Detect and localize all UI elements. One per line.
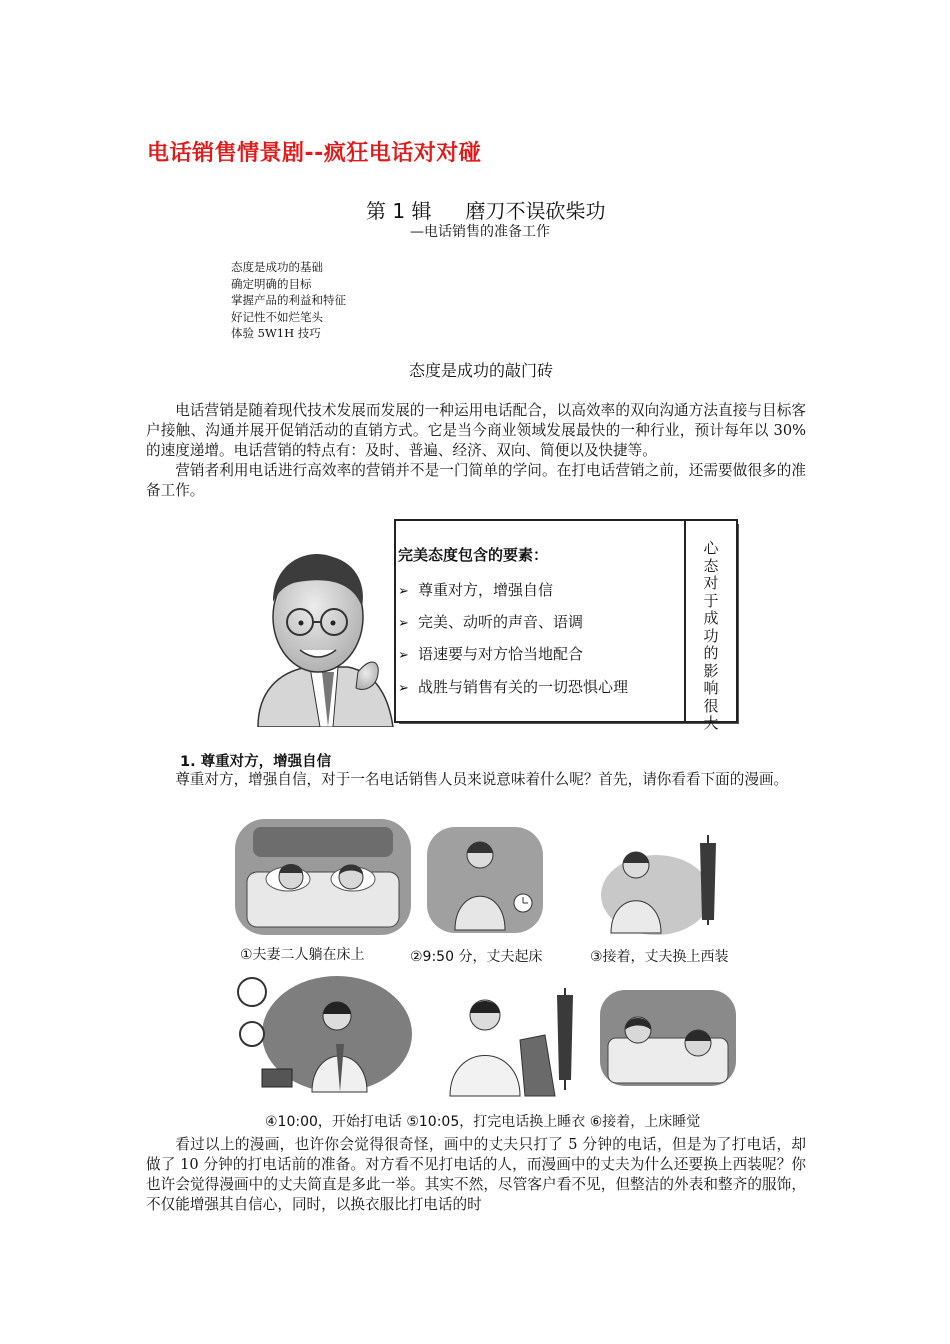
figure-item: ➢ 完美、动听的声音、语调 bbox=[398, 613, 584, 631]
figure-item: ➢ 战胜与销售有关的一切恐惧心理 bbox=[398, 678, 629, 696]
chapter-number: 第 1 辑 bbox=[366, 199, 432, 223]
chapter-outline bbox=[231, 259, 346, 342]
comic-discussion-text bbox=[146, 1135, 806, 1215]
comic-panel-5 bbox=[425, 980, 585, 1098]
chapter-heading bbox=[366, 195, 605, 224]
arrow-bullet-icon: ➢ bbox=[398, 584, 409, 599]
comic-panel-4 bbox=[232, 974, 412, 1094]
paragraph: 电话营销是随着现代技术发展而发展的一种运用电话配合，以高效率的双向沟通方法直接与目标客户接触、沟通并展开促销活动的直销方式。它是当今商业领域发展最快的一种行业，预计每年以 30%的速度递增。电话营销的特点有：及时、普遍、经济、双向、简便以及快捷等。 bbox=[146, 402, 806, 459]
comic-caption-2: ②9:50 分，丈夫起床 bbox=[410, 949, 543, 965]
comic-panel-2 bbox=[425, 825, 545, 935]
outline-item: 体验 5W1H 技巧 bbox=[231, 326, 321, 340]
arrow-bullet-icon: ➢ bbox=[398, 648, 409, 663]
comic-panel-1 bbox=[233, 817, 413, 937]
figure-item: ➢ 语速要与对方恰当地配合 bbox=[398, 645, 584, 663]
chapter-name: 磨刀不误砍柴功 bbox=[465, 199, 606, 223]
comic-caption-3: ③接着，丈夫换上西装 bbox=[590, 949, 729, 965]
salesman-illustration bbox=[238, 542, 398, 727]
outline-item: 态度是成功的基础 bbox=[231, 260, 323, 274]
outline-item: 好记性不如烂笔头 bbox=[231, 309, 323, 324]
document-title: 电话销售情景剧--疯狂电话对对碰 bbox=[147, 141, 482, 166]
outline-item: 掌握产品的利益和特征 bbox=[231, 293, 346, 307]
figure-side-text: 心态对于成功的影响很大 bbox=[703, 539, 719, 732]
figure-item: ➢ 尊重对方，增强自信 bbox=[398, 581, 554, 599]
comic-caption-4-6: ④10:00，开始打电话 ⑤10:05，打完电话换上睡衣 ⑥接着，上床睡觉 bbox=[265, 1114, 701, 1130]
paragraph: 看过以上的漫画，也许你会觉得很奇怪，画中的丈夫只打了 5 分钟的电话，但是为了打电话，却做了 10 分钟的打电话前的准备。对方看不见打电话的人，而漫画中的丈夫为什么还要换上西装呢？你也许会觉得漫画中的丈夫简直是多此一举。其实不然，尽管客户看不见，但整洁的外表和整齐的服饰，不仅能增强其自信心，同时，以换衣服比打电话的时 bbox=[146, 1136, 806, 1213]
intro-text bbox=[146, 401, 806, 501]
point1-text bbox=[146, 770, 806, 790]
figure-divider bbox=[684, 519, 686, 723]
figure-heading: 完美态度包含的要素： bbox=[398, 546, 549, 564]
chapter-subtitle: —电话销售的准备工作 bbox=[410, 224, 550, 240]
comic-panel-6 bbox=[598, 988, 738, 1088]
subsection-heading: 1. 尊重对方，增强自信 bbox=[180, 754, 332, 770]
arrow-bullet-icon: ➢ bbox=[398, 616, 409, 631]
paragraph: 尊重对方，增强自信，对于一名电话销售人员来说意味着什么呢？首先，请你看看下面的漫画。 bbox=[175, 771, 789, 788]
comic-caption-1: ①夫妻二人躺在床上 bbox=[240, 947, 365, 963]
outline-item: 确定明确的目标 bbox=[231, 276, 312, 291]
paragraph: 营销者利用电话进行高效率的营销并不是一门简单的学问。在打电话营销之前，还需要做很多的准备工作。 bbox=[146, 462, 806, 499]
comic-panel-3 bbox=[596, 825, 726, 935]
arrow-bullet-icon: ➢ bbox=[398, 681, 409, 696]
section-title: 态度是成功的敲门砖 bbox=[409, 361, 554, 380]
